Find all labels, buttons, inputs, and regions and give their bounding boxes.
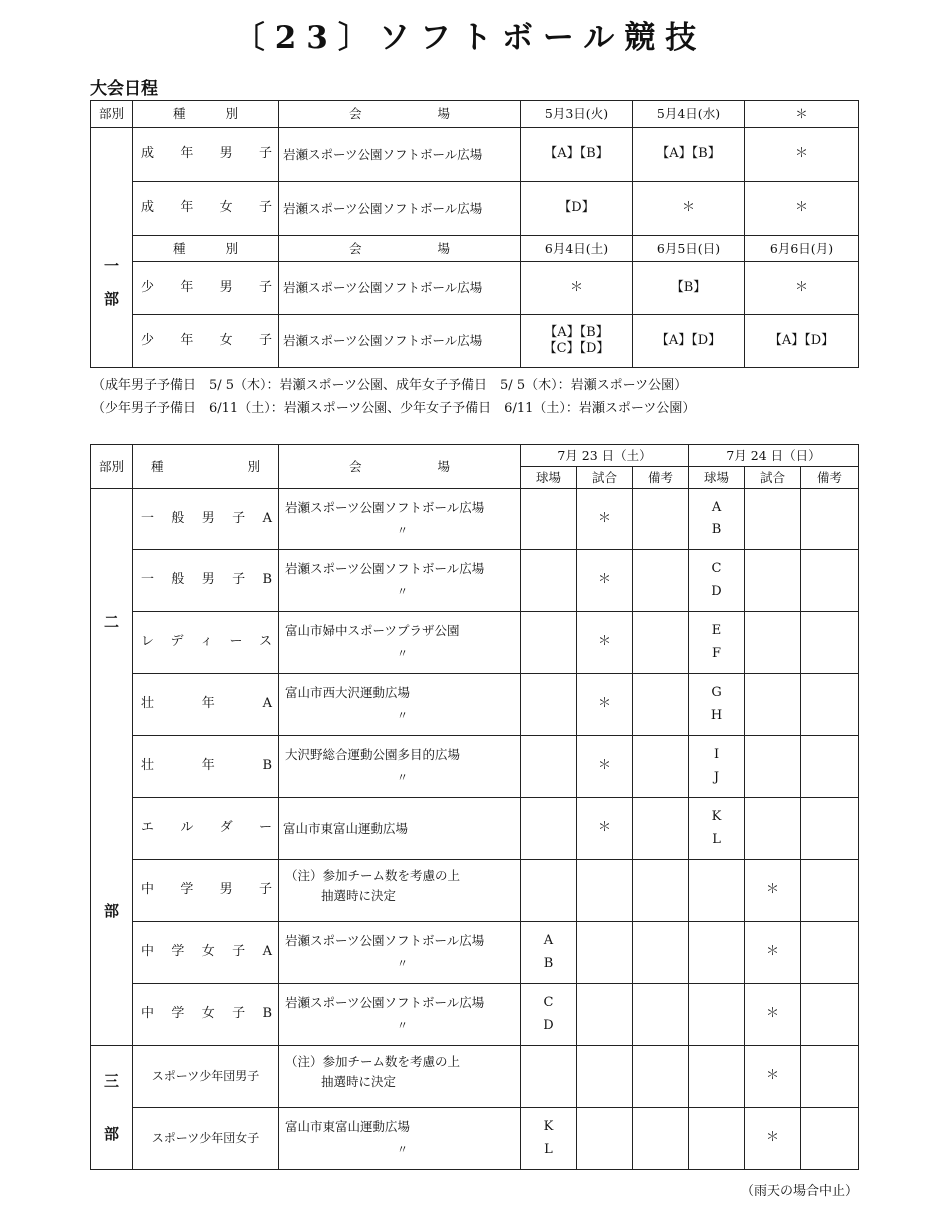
date-header: 7月 24 日（日） [689, 445, 859, 467]
type-label: エ ル ダ ー [141, 820, 272, 836]
schedule-cell: ＊ [745, 182, 859, 236]
date-header: 5月4日(水) [633, 101, 745, 128]
table-row [91, 612, 859, 674]
col-header-venue: 会 [349, 458, 362, 474]
type-label: 壮 年 A [141, 696, 272, 712]
date-header: 6月5日(日) [633, 236, 745, 262]
field-cell: I J [689, 736, 745, 798]
type-label: スポーツ少年団男子 [133, 1046, 279, 1108]
venue-cell: 岩瀬スポーツ公園ソフトボール広場 〃 [279, 489, 521, 550]
type-label: 中 学 女 子 B [141, 1006, 272, 1022]
date-header: 7月 23 日（土） [521, 445, 689, 467]
type-label: レ デ ィ ー ス [141, 634, 272, 650]
star-mark: ＊ [577, 612, 633, 674]
division-label: 部 [103, 1124, 119, 1143]
type-label: 壮 年 B [141, 758, 272, 774]
col-header-venue: 場 [437, 458, 450, 474]
rain-cancel-note: （雨天の場合中止） [740, 1184, 858, 1199]
schedule-cell: ＊ [745, 262, 859, 315]
division-label: 三 [103, 1071, 119, 1090]
field-cell: C D [521, 984, 577, 1046]
table-row [91, 860, 859, 922]
schedule-cell: ＊ [745, 128, 859, 182]
schedule-table-1 [90, 100, 859, 368]
table-row [91, 1046, 859, 1108]
table-row [91, 674, 859, 736]
star-mark: ＊ [577, 550, 633, 612]
sub-header: 備考 [633, 467, 689, 489]
schedule-cell: 【A】【D】 [633, 315, 745, 368]
venue-cell: 岩瀬スポーツ公園ソフトボール広場 [279, 128, 521, 182]
venue-cell: 岩瀬スポーツ公園ソフトボール広場 〃 [279, 922, 521, 984]
venue-cell: 大沢野総合運動公園多目的広場 〃 [279, 736, 521, 798]
venue-cell: 岩瀬スポーツ公園ソフトボール広場 [279, 182, 521, 236]
venue-cell: （注）参加チーム数を考慮の上 抽選時に決定 [279, 1046, 521, 1108]
table-row [91, 984, 859, 1046]
sub-header: 試合 [745, 467, 801, 489]
division-label: 部 [103, 289, 119, 308]
venue-cell: 岩瀬スポーツ公園ソフトボール広場 [279, 315, 521, 368]
table-subheader-row [91, 236, 859, 262]
page-title: 〔23〕ソフトボール競技 [233, 20, 707, 56]
col-header-venue: 会 [349, 106, 362, 122]
table-header-row [91, 445, 859, 467]
star-mark: ＊ [745, 984, 801, 1046]
star-mark: ＊ [745, 1046, 801, 1108]
table-row [91, 550, 859, 612]
venue-cell: 富山市東富山運動広場 [279, 798, 521, 860]
schedule-cell: 【A】【B】 [633, 128, 745, 182]
col-header-type: 種 [173, 106, 186, 122]
field-cell: A B [521, 922, 577, 984]
field-cell: G H [689, 674, 745, 736]
col-header-type: 別 [225, 106, 238, 122]
table-header-row [91, 101, 859, 128]
division-label: 部 [103, 902, 119, 920]
schedule-cell: ＊ [633, 182, 745, 236]
type-label: 少 年 女 子 [141, 332, 272, 348]
star-mark: ＊ [577, 674, 633, 736]
venue-cell: 岩瀬スポーツ公園ソフトボール広場 〃 [279, 550, 521, 612]
type-label: 中 学 男 子 [141, 882, 272, 898]
star-mark: ＊ [745, 922, 801, 984]
table-row [91, 315, 859, 368]
sub-header: 備考 [801, 467, 859, 489]
table-row [91, 736, 859, 798]
table-row [91, 1108, 859, 1170]
venue-cell: 富山市婦中スポーツプラザ公園 〃 [279, 612, 521, 674]
star-mark: ＊ [745, 1108, 801, 1170]
col-header-type: 別 [247, 458, 260, 474]
venue-cell: （注）参加チーム数を考慮の上 抽選時に決定 [279, 860, 521, 922]
field-cell: K L [521, 1108, 577, 1170]
field-cell: C D [689, 550, 745, 612]
col-header-bu: 部別 [91, 101, 133, 128]
schedule-cell: 【A】【B】 [521, 128, 633, 182]
type-label: 成 年 女 子 [141, 200, 272, 216]
star-mark: ＊ [577, 736, 633, 798]
field-cell: K L [689, 798, 745, 860]
division-cell [91, 128, 133, 368]
section-title: 大会日程 [90, 79, 158, 99]
field-cell: A B [689, 489, 745, 550]
col-header-type: 種 [151, 458, 164, 474]
schedule-table-2 [90, 444, 859, 1170]
table-row [91, 798, 859, 860]
table-row [91, 128, 859, 182]
division-label: 二 [103, 613, 119, 632]
reserve-day-note: （成年男子予備日 5/ 5（木）：岩瀬スポーツ公園、成年女子予備日 5/ 5（木）：岩瀬スポーツ公園） [92, 378, 688, 393]
venue-cell: 岩瀬スポーツ公園ソフトボール広場 〃 [279, 984, 521, 1046]
sub-header: 球場 [521, 467, 577, 489]
col-header-type: 別 [225, 240, 238, 256]
reserve-day-note: （少年男子予備日 6/11（土）：岩瀬スポーツ公園、少年女子予備日 6/11（土）：岩瀬スポーツ公園） [92, 401, 696, 416]
schedule-cell: 【A】【D】 [745, 315, 859, 368]
table-row [91, 922, 859, 984]
division-label: 一 [103, 256, 119, 275]
field-cell: E F [689, 612, 745, 674]
schedule-cell: ＊ [521, 262, 633, 315]
table-row [91, 262, 859, 315]
col-header-venue: 場 [437, 106, 450, 122]
venue-cell: 富山市東富山運動広場 〃 [279, 1108, 521, 1170]
type-label: 少 年 男 子 [141, 279, 272, 295]
sub-header: 試合 [577, 467, 633, 489]
sub-header: 球場 [689, 467, 745, 489]
schedule-cell: 【D】 [521, 182, 633, 236]
type-label: 中 学 女 子 A [141, 944, 272, 960]
division-cell [91, 489, 133, 1046]
schedule-cell: 【A】【B】 【C】【D】 [521, 315, 633, 368]
col-header-venue: 場 [437, 240, 450, 256]
star-mark: ＊ [745, 860, 801, 922]
date-header: 6月4日(土) [521, 236, 633, 262]
type-label: スポーツ少年団女子 [133, 1108, 279, 1170]
division-cell [91, 1046, 133, 1170]
venue-cell: 岩瀬スポーツ公園ソフトボール広場 [279, 262, 521, 315]
type-label: 成 年 男 子 [141, 146, 272, 162]
venue-cell: 富山市西大沢運動広場 〃 [279, 674, 521, 736]
table-row [91, 182, 859, 236]
date-header: ＊ [745, 101, 859, 128]
col-header-type: 種 [173, 240, 186, 256]
date-header: 5月3日(火) [521, 101, 633, 128]
table-row [91, 489, 859, 550]
date-header: 6月6日(月) [745, 236, 859, 262]
col-header-venue: 会 [349, 240, 362, 256]
type-label: 一 般 男 子 B [141, 572, 272, 588]
col-header-bu: 部別 [91, 445, 133, 489]
star-mark: ＊ [577, 798, 633, 860]
star-mark: ＊ [577, 489, 633, 550]
schedule-cell: 【B】 [633, 262, 745, 315]
type-label: 一 般 男 子 A [141, 510, 272, 526]
